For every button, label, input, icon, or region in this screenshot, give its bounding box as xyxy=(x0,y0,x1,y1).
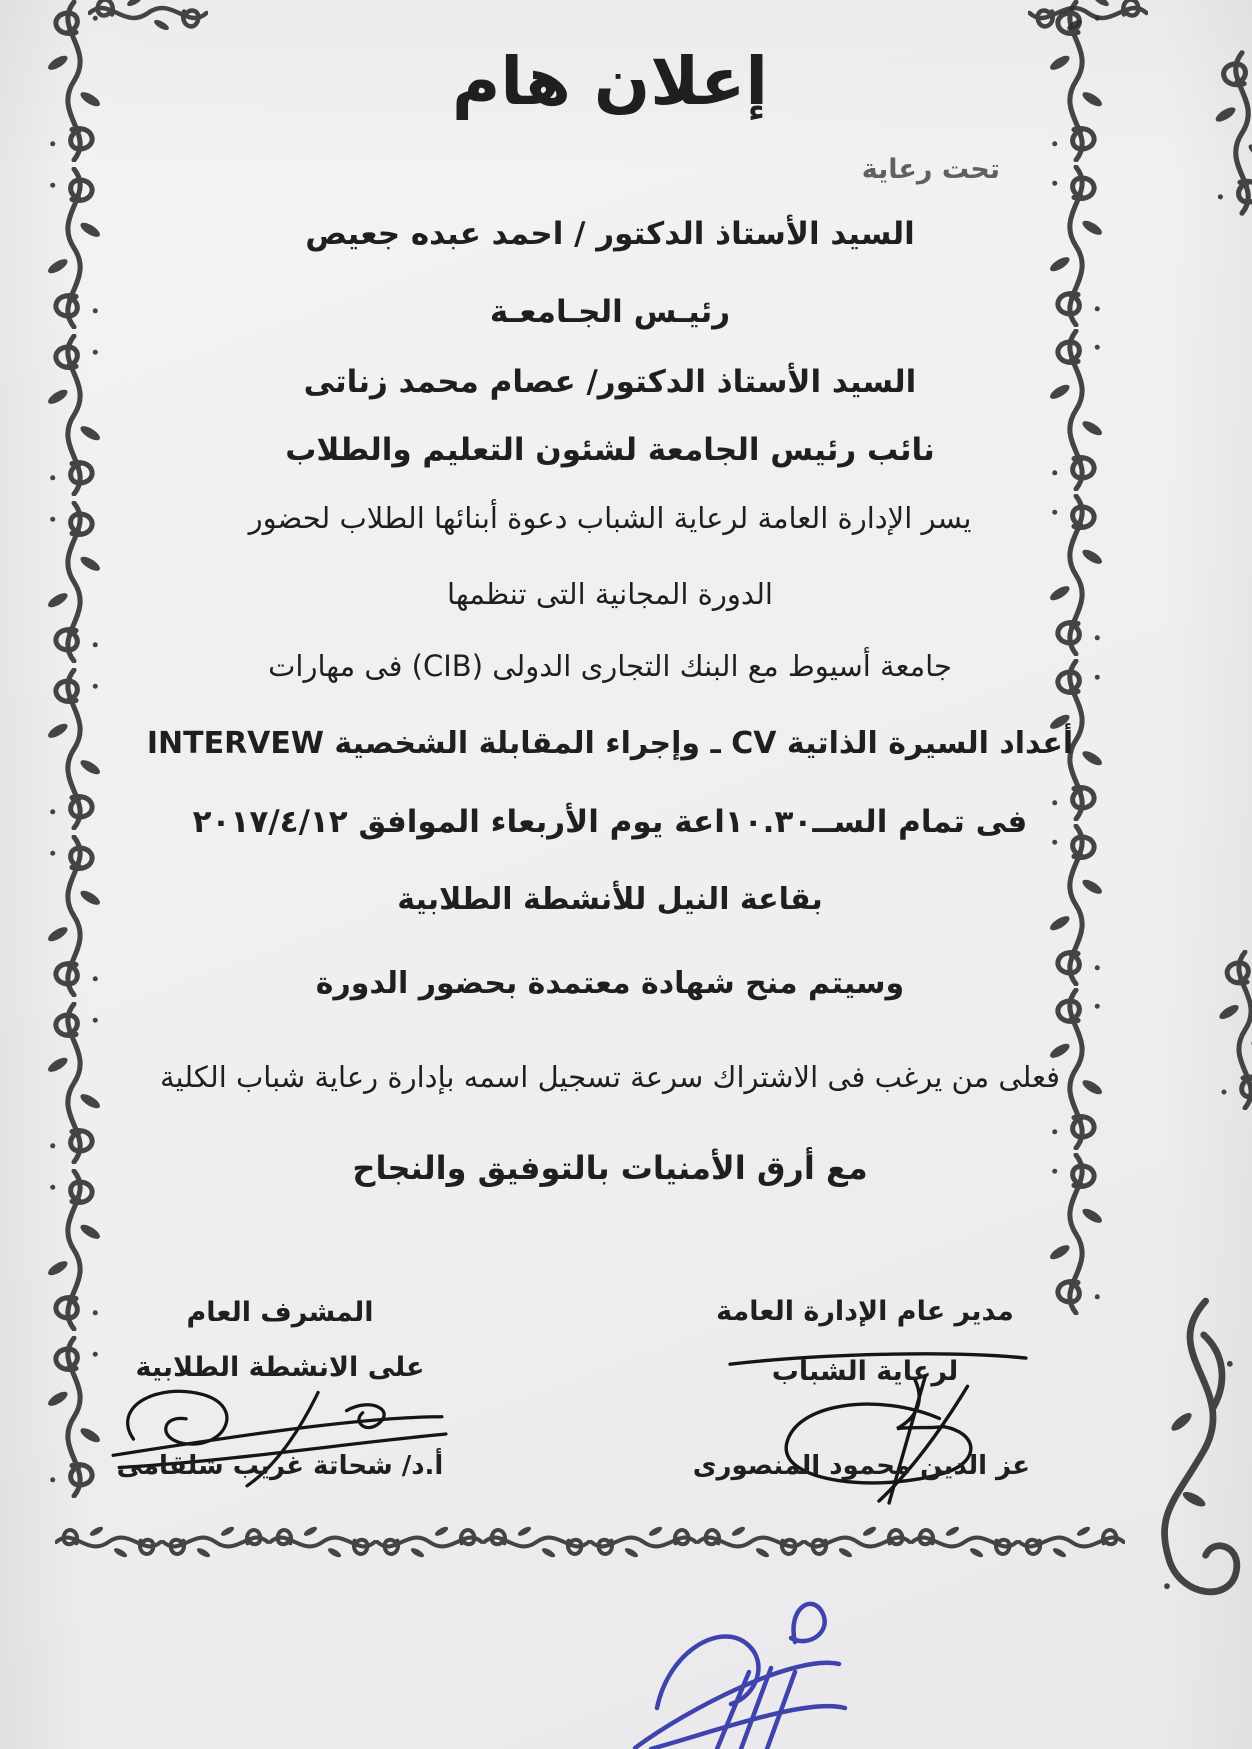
flourish-icon xyxy=(36,501,112,663)
signature-right-title-1: مدير عام الإدارة العامة xyxy=(716,1296,1014,1327)
flourish-icon xyxy=(36,334,112,496)
body-line-registration: فعلى من يرغب فى الاشتراك سرعة تسجيل اسمه بإدارة رعاية شباب الكلية xyxy=(159,1060,1061,1094)
flourish-icon xyxy=(697,1502,804,1582)
signature-left-title-2: على الانشطة الطلابية xyxy=(135,1352,425,1383)
patron-name-1: السيد الأستاذ الدكتور / احمد عبده جعيص xyxy=(305,216,915,252)
flourish-icon xyxy=(590,1502,697,1582)
flourish-icon xyxy=(36,1336,112,1498)
patron-title-1: رئيـس الجـامعـة xyxy=(489,294,731,330)
ornamental-border-bottom xyxy=(55,1502,1130,1584)
page-title: إعلان هام xyxy=(451,43,769,120)
flourish-icon xyxy=(911,1502,1018,1582)
closing-wishes: مع أرق الأمنيات بالتوفيق والنجاح xyxy=(352,1149,868,1187)
flourish-icon xyxy=(483,1502,590,1582)
patronage-label: تحت رعاية xyxy=(861,154,1000,185)
flourish-icon xyxy=(376,1502,483,1582)
patron-name-2: السيد الأستاذ الدكتور/ عصام محمد زناتى xyxy=(303,364,917,400)
body-line-date-time: فى تمام الســ١٠.٣٠اعة يوم الأربعاء الموافق ٢٠١٧/٤/١٢ xyxy=(192,804,1028,840)
flourish-icon xyxy=(36,835,112,997)
ornamental-border-left xyxy=(36,0,114,1498)
patron-title-2: نائب رئيس الجامعة لشئون التعليم والطلاب xyxy=(285,432,935,468)
flourish-icon xyxy=(162,1502,269,1582)
flourish-icon xyxy=(269,1502,376,1582)
body-line-invitation: يسر الإدارة العامة لرعاية الشباب دعوة أبنائها الطلاب لحضور xyxy=(248,501,972,535)
flourish-icon xyxy=(55,1502,162,1582)
flourish-icon xyxy=(1206,18,1252,248)
flourish-icon xyxy=(804,1502,911,1582)
flourish-icon xyxy=(36,167,112,329)
signature-right-name: عز الدين محمود المنصورى xyxy=(692,1451,1030,1481)
body-line-free-course: الدورة المجانية التى تنظمها xyxy=(447,577,773,611)
flourish-icon xyxy=(36,1002,112,1164)
handwritten-signature-blue xyxy=(598,1580,860,1749)
flourish-icon xyxy=(36,1169,112,1331)
signature-left-name: أ.د/ شحاتة غريب شلقامى xyxy=(116,1451,444,1481)
signature-left-title-1: المشرف العام xyxy=(186,1297,374,1328)
signature-right-title-2: لرعاية الشباب xyxy=(771,1356,959,1387)
flourish-icon xyxy=(36,668,112,830)
body-line-university-cib: جامعة أسيوط مع البنك التجارى الدولى (CIB) فى مهارات xyxy=(268,649,952,683)
flourish-icon xyxy=(1210,950,1252,1110)
large-flourish-icon xyxy=(1138,1288,1252,1633)
body-line-venue: بقاعة النيل للأنشطة الطلابية xyxy=(397,882,823,917)
flourish-icon xyxy=(1018,1502,1125,1582)
body-line-cv-interview: أعداد السيرة الذاتية CV ـ وإجراء المقابلة الشخصية INTERVEW xyxy=(146,726,1074,761)
body-line-certificate: وسيتم منح شهادة معتمدة بحضور الدورة xyxy=(315,966,905,1001)
